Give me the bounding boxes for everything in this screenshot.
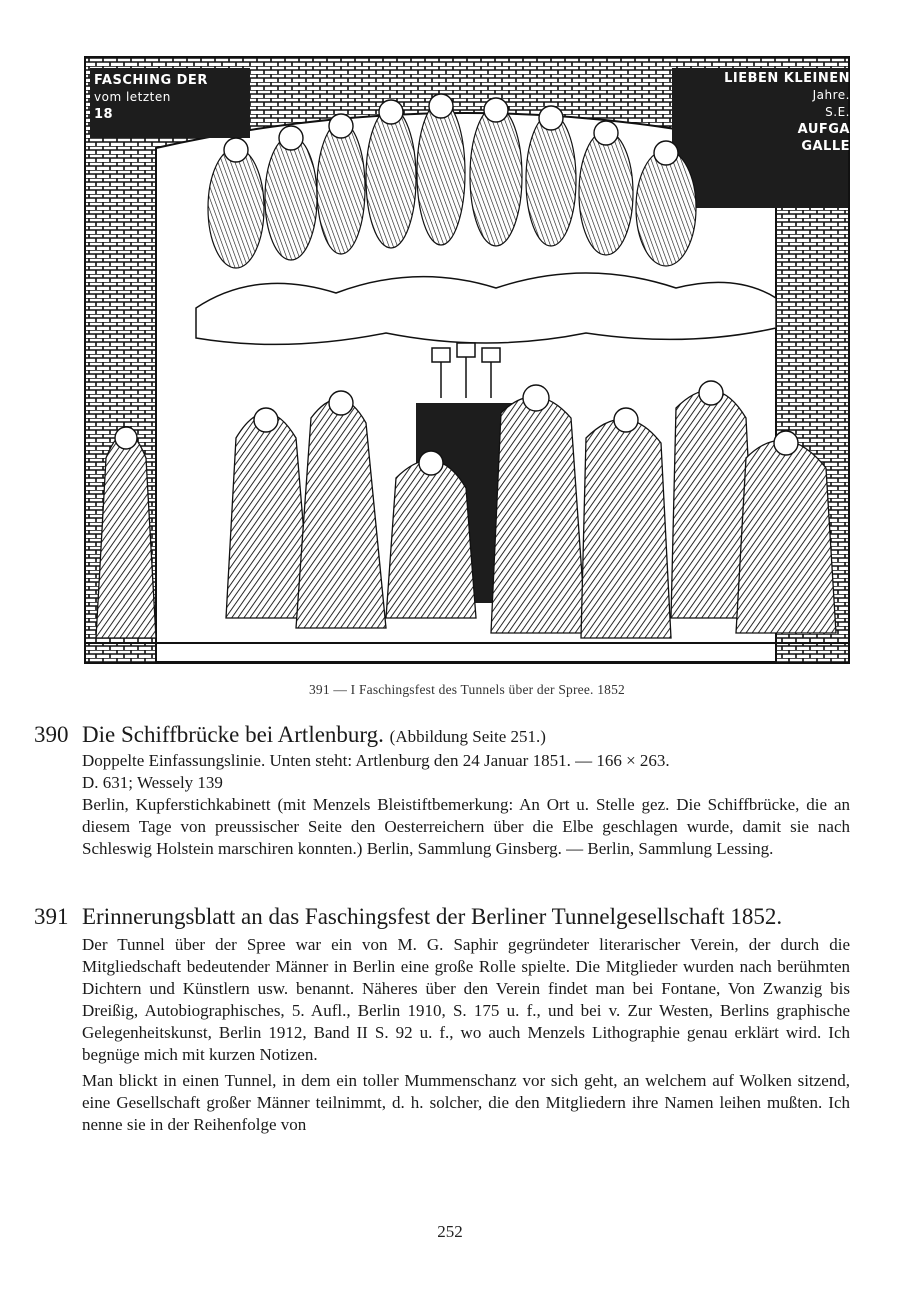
inscription-right-line: S.E. <box>825 105 850 119</box>
figure-caption: 391 — I Faschingsfest des Tunnels über der Spree. 1852 <box>308 682 626 697</box>
entry-title: Die Schiffbrücke bei Artlenburg. <box>82 722 384 747</box>
entry-body <box>82 934 850 1136</box>
inscription-left-line: FASCHING DER <box>94 73 208 88</box>
inscription-right-line: LIEBEN KLEINEN <box>724 71 850 86</box>
entry-number: 390 <box>34 722 69 747</box>
entry-heading <box>34 722 850 750</box>
entry-figure-reference: (Abbildung Seite 251.) <box>389 727 546 746</box>
entry-title: Erinnerungsblatt an das Faschingsfest der Berliner Tunnelgesellschaft 1852. <box>82 904 783 929</box>
entry-description: Doppelte Einfassungslinie. Unten steht: Artlenburg den 24 Januar 1851. — 166 × 263. <box>82 751 670 770</box>
entry-number: 391 <box>34 904 69 929</box>
entry-paragraph: Der Tunnel über der Spree war ein von M. G. Saphir gegründeter literarischer Verein, der durch die Mitgliedschaft bedeutender Männer in Berlin eine große Rolle spielte. Die Mitglieder wurden nach berühmten Dichtern und Künstlern usw. benannt. Näheres über den Verein findet man bei Fontane, Von Zwanzig bis Dreißig, Autobiographisches, 5. Aufl., Berlin 1910, S. 175 u. f., und bei v. Zur Westen, Berlins graphische Gelegenheitskunst, Berlin 1912, Band II S. 92 u. f., wo auch Menzels Lithographie genau erklärt wird. Ich begnüge mich mit kurzen Notizen. <box>82 935 850 1064</box>
inscription-right-line: Jahre. <box>812 88 850 102</box>
inscription-right <box>676 70 850 200</box>
catalog-entry-391 <box>34 904 850 1136</box>
inscription-right-line: AUFGA <box>797 122 850 137</box>
entry-heading <box>34 904 850 930</box>
catalog-entry-390 <box>34 722 850 860</box>
entry-paragraph: Man blickt in einen Tunnel, in dem ein toller Mummenschanz vor sich geht, an welchem auf Wolken sitzend, eine Gesellschaft großer Männer teilnimmt, d. h. solcher, die den Mitgliedern ihre Namen leihen mußten. Ich nenne sie in der Reihenfolge von <box>82 1071 850 1134</box>
entry-title-block <box>82 722 850 750</box>
entry-collections: Berlin, Kupferstichkabinett (mit Menzels Bleistiftbemerkung: An Ort u. Stelle gez. Die Schiffbrücke, die an diesem Tage von preussischer Seite den Oesterreichern über die Elbe geschlagen wurde, damit sie nach Schleswig Holstein marschiren konnten.) Berlin, Sammlung Ginsberg. — Berlin, Sammlung Lessing. <box>82 795 850 858</box>
entry-body <box>82 750 850 860</box>
page-number: 252 <box>437 1222 463 1241</box>
inscription-left-line: vom letzten <box>94 90 171 104</box>
entry-references: D. 631; Wessely 139 <box>82 773 223 792</box>
inscription-left <box>94 72 244 138</box>
inscription-left-line: 18 <box>94 107 114 122</box>
inscription-right-line: GALLE <box>801 139 850 154</box>
